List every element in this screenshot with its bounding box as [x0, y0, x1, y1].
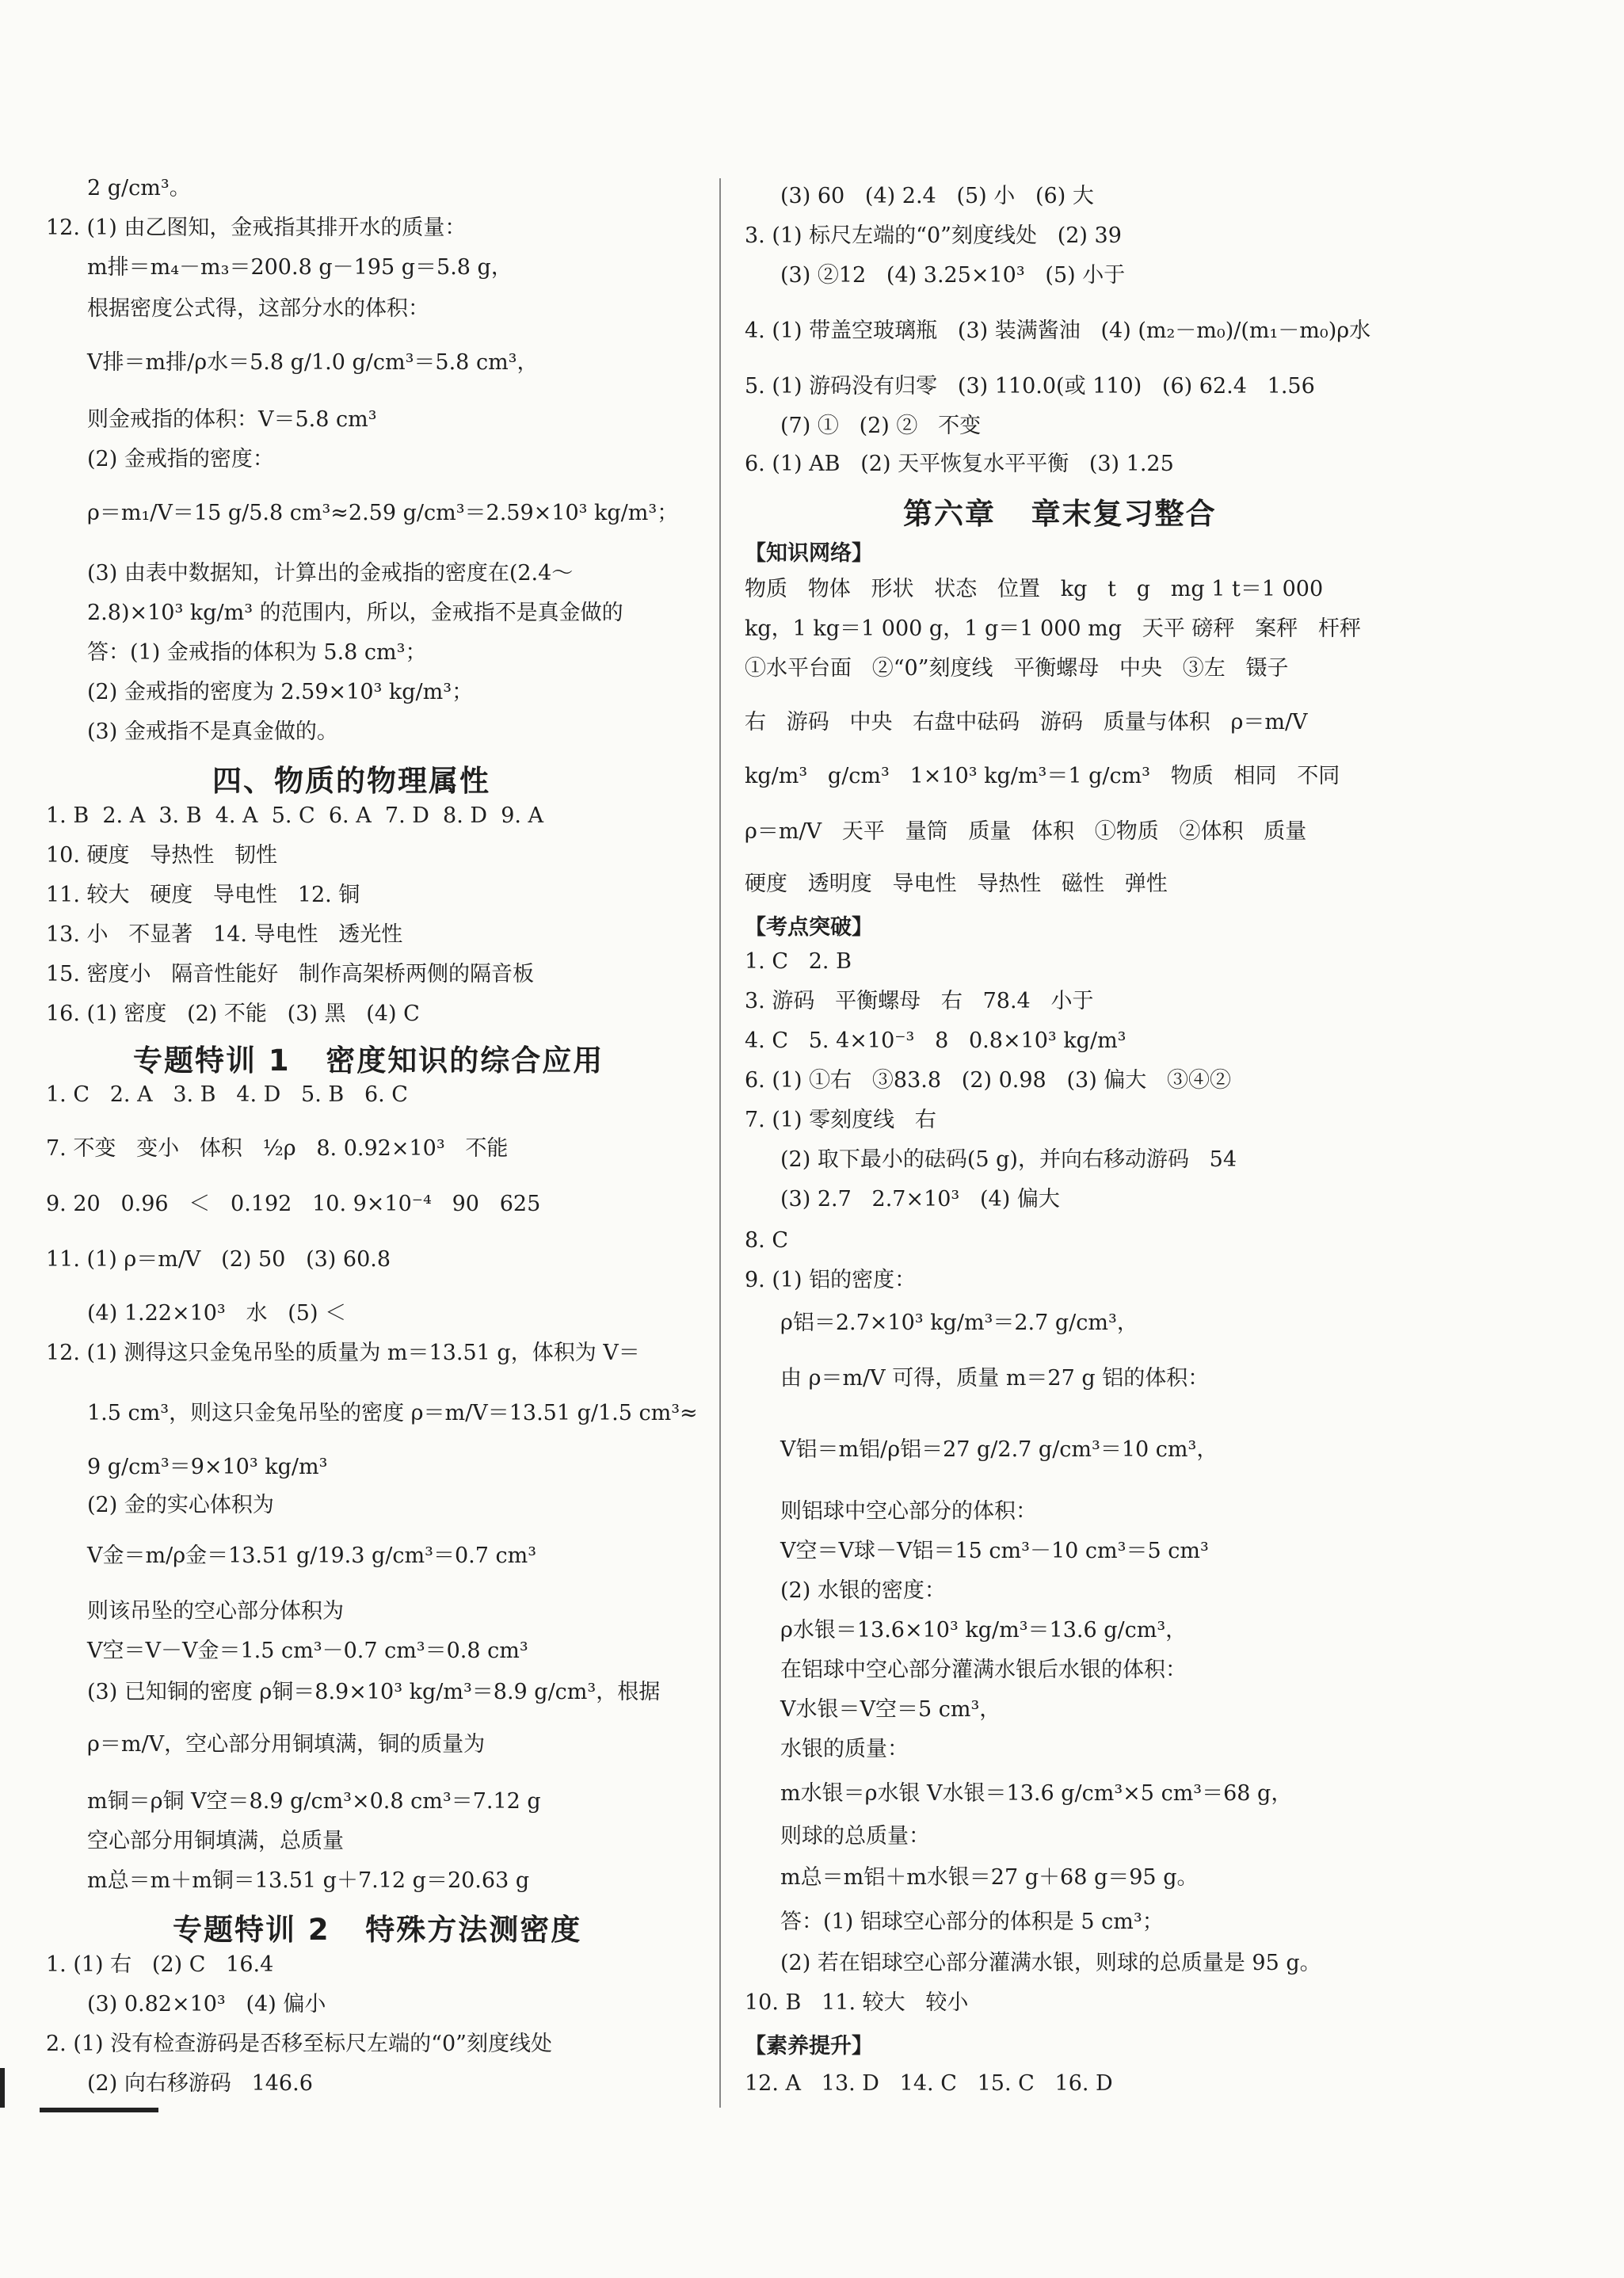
text-line: 水银的质量： — [780, 1737, 909, 1761]
formula-line: m总＝m＋m铜＝13.51 g＋7.12 g＝20.63 g — [87, 1868, 530, 1893]
text-line: 答：(1) 铝球空心部分的体积是 5 cm³； — [780, 1910, 1164, 1934]
text-line: (3) 金戒指不是真金做的。 — [87, 719, 338, 744]
text-line: 则金戒指的体积：V＝5.8 cm³ — [87, 407, 377, 432]
answer-line: 9. 20 0.96 ＜ 0.192 10. 9×10⁻⁴ 90 625 — [46, 1192, 541, 1216]
answer-line: (3) 60 (4) 2.4 (5) 小 (6) 大 — [780, 184, 1094, 208]
answer-line: 16. (1) 密度 (2) 不能 (3) 黑 (4) C — [46, 1002, 420, 1026]
formula-line: ρ＝m₁/V＝15 g/5.8 cm³≈2.59 g/cm³＝2.59×10³ kg/m³； — [87, 501, 679, 525]
text-line: ρ＝m/V，空心部分用铜填满，铜的质量为 — [87, 1732, 486, 1757]
section-tag: 【素养提升】 — [745, 2034, 873, 2059]
answer-line: 1. (1) 右 (2) C 16.4 — [46, 1952, 274, 1977]
answer-line: 13. 小 不显著 14. 导电性 透光性 — [46, 922, 403, 947]
answer-line: 1. C 2. A 3. B 4. D 5. B 6. C — [46, 1082, 408, 1107]
answer-line: 4. (1) 带盖空玻璃瓶 (3) 装满酱油 (4) (m₂－m₀)/(m₁－m₀)ρ水 — [745, 319, 1371, 343]
formula-line: m铜＝ρ铜 V空＝8.9 g/cm³×0.8 cm³＝7.12 g — [87, 1789, 541, 1814]
text-line: 2 g/cm³。 — [87, 176, 191, 200]
page-edge-mark — [0, 2068, 5, 2108]
answer-line: 6. (1) AB (2) 天平恢复水平平衡 (3) 1.25 — [745, 452, 1174, 476]
text-line: ①水平台面 ②“0”刻度线 平衡螺母 中央 ③左 镊子 — [745, 656, 1289, 681]
chapter-heading: 第六章 章末复习整合 — [903, 497, 1217, 531]
text-line: kg，1 kg＝1 000 g，1 g＝1 000 mg 天平 磅秤 案秤 杆秤 — [745, 616, 1361, 641]
formula-line: V铝＝m铝/ρ铝＝27 g/2.7 g/cm³＝10 cm³， — [780, 1437, 1218, 1462]
text-line: (2) 金戒指的密度： — [87, 447, 274, 471]
text-line: 根据密度公式得，这部分水的体积： — [87, 296, 429, 321]
answer-line: 11. 较大 硬度 导电性 12. 铜 — [46, 883, 360, 907]
answer-line: (4) 1.22×10³ 水 (5) ＜ — [87, 1301, 347, 1326]
answer-line: 7. 不变 变小 体积 ½ρ 8. 0.92×10³ 不能 — [46, 1136, 509, 1161]
answer-line: 6. (1) ①右 ③83.8 (2) 0.98 (3) 偏大 ③④② — [745, 1068, 1232, 1093]
answer-line: (2) 取下最小的砝码(5 g)，并向右移动游码 54 — [780, 1147, 1237, 1172]
text-line: (2) 水银的密度： — [780, 1578, 946, 1603]
text-line: 物质 物体 形状 状态 位置 kg t g mg 1 t＝1 000 — [745, 577, 1324, 601]
formula-line: ρ水银＝13.6×10³ kg/m³＝13.6 g/cm³， — [780, 1618, 1188, 1643]
section-heading: 四、物质的物理属性 — [212, 764, 490, 798]
text-line: 则该吊坠的空心部分体积为 — [87, 1599, 344, 1624]
section-heading: 专题特训 1 密度知识的综合应用 — [133, 1044, 604, 1078]
answer-line: 10. 硬度 导热性 韧性 — [46, 843, 278, 868]
column-divider — [719, 178, 721, 2108]
answer-line: (3) 2.7 2.7×10³ (4) 偏大 — [780, 1187, 1060, 1211]
formula-line: m水银＝ρ水银 V水银＝13.6 g/cm³×5 cm³＝68 g， — [780, 1781, 1293, 1806]
answer-line: 4. C 5. 4×10⁻³ 8 0.8×10³ kg/m³ — [745, 1028, 1127, 1053]
text-line: 空心部分用铜填满，总质量 — [87, 1829, 344, 1853]
text-line: 9. (1) 铝的密度： — [745, 1268, 917, 1292]
text-line: kg/m³ g/cm³ 1×10³ kg/m³＝1 g/cm³ 物质 相同 不同 — [745, 764, 1340, 788]
answer-line: 3. 游码 平衡螺母 右 78.4 小于 — [745, 989, 1094, 1013]
formula-line: V排＝m排/ρ水＝5.8 g/1.0 g/cm³＝5.8 cm³， — [87, 350, 539, 375]
answer-line: (7) ① (2) ② 不变 — [780, 414, 982, 438]
page-footer-rule — [40, 2108, 158, 2112]
section-tag: 【知识网络】 — [745, 541, 873, 566]
text-line: (3) 已知铜的密度 ρ铜＝8.9×10³ kg/m³＝8.9 g/cm³，根据 — [87, 1680, 661, 1704]
answer-line: 11. (1) ρ＝m/V (2) 50 (3) 60.8 — [46, 1247, 391, 1272]
text-line: 答：(1) 金戒指的体积为 5.8 cm³； — [87, 640, 427, 665]
text-line: 右 游码 中央 右盘中砝码 游码 质量与体积 ρ＝m/V — [745, 710, 1308, 735]
answer-line: 15. 密度小 隔音性能好 制作高架桥两侧的隔音板 — [46, 962, 535, 986]
formula-line: V空＝V－V金＝1.5 cm³－0.7 cm³＝0.8 cm³ — [87, 1639, 528, 1663]
text-line: (2) 金戒指的密度为 2.59×10³ kg/m³； — [87, 680, 474, 704]
text-line: 硬度 透明度 导电性 导热性 磁性 弹性 — [745, 872, 1168, 896]
text-line: 由 ρ＝m/V 可得，质量 m＝27 g 铝的体积： — [780, 1366, 1210, 1391]
answer-line: 3. (1) 标尺左端的“0”刻度线处 (2) 39 — [745, 223, 1122, 248]
answer-line: 12. A 13. D 14. C 15. C 16. D — [745, 2071, 1113, 2096]
text-line: ρ铝＝2.7×10³ kg/m³＝2.7 g/cm³， — [780, 1311, 1138, 1335]
formula-line: m总＝m铝＋m水银＝27 g＋68 g＝95 g。 — [780, 1865, 1199, 1890]
answer-line: 8. C — [745, 1228, 789, 1253]
text-line: (3) 由表中数据知，计算出的金戒指的密度在(2.4～ — [87, 561, 574, 586]
text-line: 12. (1) 测得这只金兔吊坠的质量为 m＝13.51 g，体积为 V＝ — [46, 1341, 640, 1365]
answer-line: 1. C 2. B — [745, 949, 852, 974]
answer-line: (3) ②12 (4) 3.25×10³ (5) 小于 — [780, 263, 1126, 288]
answer-line: 5. (1) 游码没有归零 (3) 110.0(或 110) (6) 62.4 1.56 — [745, 374, 1315, 399]
section-tag: 【考点突破】 — [745, 915, 873, 940]
text-line: 则铝球中空心部分的体积： — [780, 1499, 1037, 1524]
text-line: (2) 金的实心体积为 — [87, 1493, 274, 1517]
formula-line: V水银＝V空＝5 cm³， — [780, 1697, 1001, 1722]
answer-line: (2) 向右移游码 146.6 — [87, 2071, 313, 2096]
answer-line: 1. B 2. A 3. B 4. A 5. C 6. A 7. D 8. D 9. A — [46, 803, 544, 828]
text-line: (2) 若在铝球空心部分灌满水银，则球的总质量是 95 g。 — [780, 1951, 1321, 1975]
text-line: 1.5 cm³，则这只金兔吊坠的密度 ρ＝m/V＝13.51 g/1.5 cm³≈ — [87, 1401, 698, 1425]
text-line: 12. (1) 由乙图知，金戒指其排开水的质量： — [46, 216, 467, 240]
answer-line: 2. (1) 没有检查游码是否移至标尺左端的“0”刻度线处 — [46, 2032, 552, 2056]
text-line: 则球的总质量： — [780, 1824, 930, 1849]
answer-line: 7. (1) 零刻度线 右 — [745, 1108, 936, 1132]
formula-line: V空＝V球－V铝＝15 cm³－10 cm³＝5 cm³ — [780, 1539, 1209, 1563]
text-line: 9 g/cm³＝9×10³ kg/m³ — [87, 1455, 328, 1479]
answer-line: (3) 0.82×10³ (4) 偏小 — [87, 1992, 326, 2017]
text-line: 在铝球中空心部分灌满水银后水银的体积： — [780, 1658, 1187, 1682]
text-line: 2.8)×10³ kg/m³ 的范围内，所以，金戒指不是真金做的 — [87, 601, 623, 625]
text-line: m排＝m₄－m₃＝200.8 g－195 g＝5.8 g， — [87, 255, 513, 280]
text-line: ρ＝m/V 天平 量筒 质量 体积 ①物质 ②体积 质量 — [745, 819, 1307, 844]
answer-line: 10. B 11. 较大 较小 — [745, 1990, 969, 2015]
formula-line: V金＝m/ρ金＝13.51 g/19.3 g/cm³＝0.7 cm³ — [87, 1543, 537, 1568]
section-heading: 专题特训 2 特殊方法测密度 — [173, 1913, 582, 1947]
